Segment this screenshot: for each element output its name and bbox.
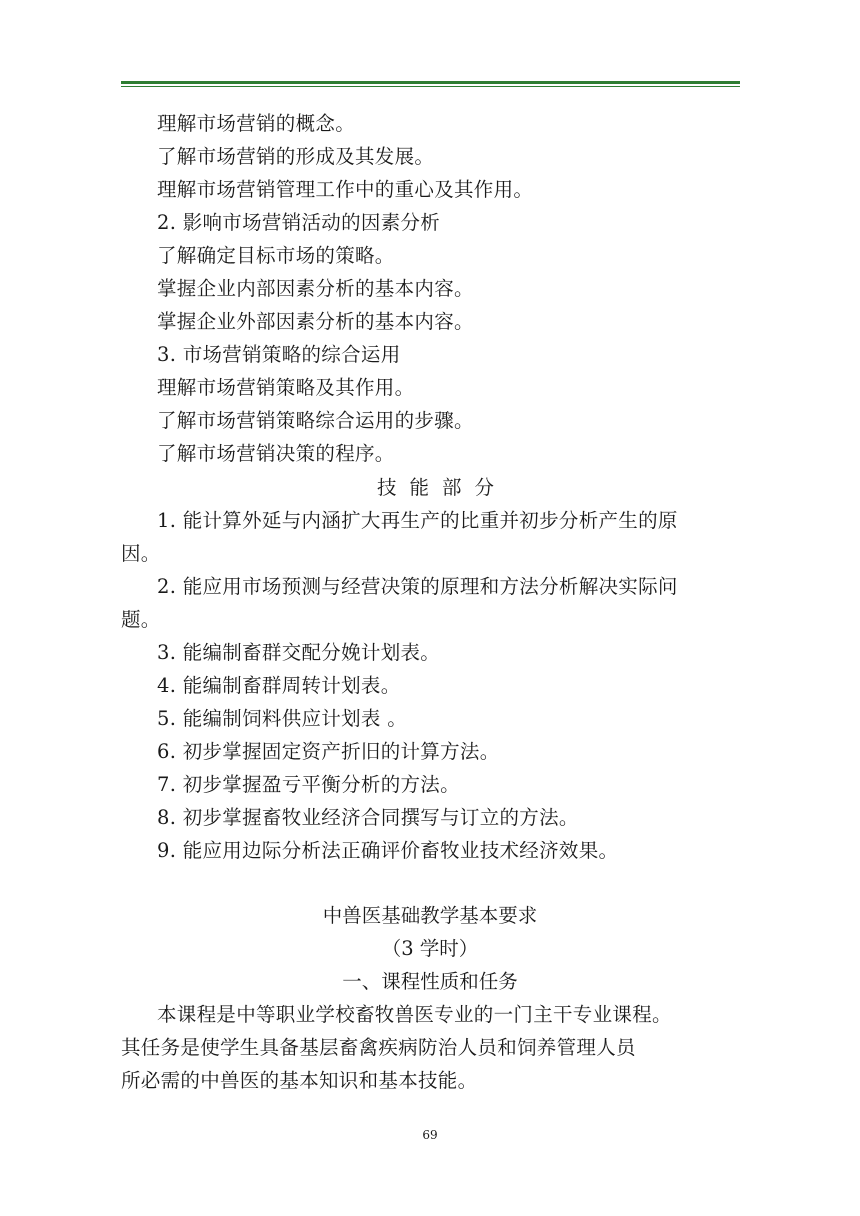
skill-item: 6. 初步掌握固定资产折旧的计算方法。: [157, 740, 500, 763]
page-number: 69: [422, 1128, 438, 1142]
text-line: 了解市场营销策略综合运用的步骤。: [157, 409, 474, 432]
numbered-heading: 2. 影响市场营销活动的因素分析: [157, 211, 441, 234]
skill-item: 3. 能编制畜群交配分娩计划表。: [157, 641, 441, 664]
text-line: 了解市场营销的形成及其发展。: [157, 145, 435, 168]
skill-item: 4. 能编制畜群周转计划表。: [157, 674, 401, 697]
numbered-heading: 3. 市场营销策略的综合运用: [157, 343, 401, 366]
skill-item: 9. 能应用边际分析法正确评价畜牧业技术经济效果。: [157, 839, 619, 862]
paragraph-line: 本课程是中等职业学校畜牧兽医专业的一门主干专业课程。: [157, 1003, 672, 1026]
text-line: 掌握企业内部因素分析的基本内容。: [157, 277, 474, 300]
text-line: 理解市场营销的概念。: [157, 112, 356, 135]
section-subheading: 一、课程性质和任务: [342, 970, 518, 993]
text-line: 理解市场营销策略及其作用。: [157, 376, 415, 399]
skill-item: 7. 初步掌握盈亏平衡分析的方法。: [157, 773, 460, 796]
skills-heading: 技能部分: [376, 476, 507, 499]
text-line: 了解市场营销决策的程序。: [157, 442, 395, 465]
skill-item: 1. 能计算外延与内涵扩大再生产的比重并初步分析产生的原: [157, 509, 678, 532]
text-line: 了解确定目标市场的策略。: [157, 244, 395, 267]
header-rule: [121, 81, 740, 84]
section-hours: （3 学时）: [381, 937, 479, 960]
text-line: 掌握企业外部因素分析的基本内容。: [157, 310, 474, 333]
section-title: 中兽医基础教学基本要求: [322, 904, 538, 927]
paragraph-line: 所必需的中兽医的基本知识和基本技能。: [121, 1069, 478, 1092]
skill-item-continuation: 题。: [121, 608, 161, 631]
skill-item: 8. 初步掌握畜牧业经济合同撰写与订立的方法。: [157, 806, 579, 829]
skill-item-continuation: 因。: [121, 542, 161, 565]
paragraph-line: 其任务是使学生具备基层畜禽疾病防治人员和饲养管理人员: [121, 1036, 636, 1059]
header-rule-thin: [121, 86, 740, 87]
skill-item: 5. 能编制饲料供应计划表 。: [157, 707, 408, 730]
skill-item: 2. 能应用市场预测与经营决策的原理和方法分析解决实际问: [157, 575, 678, 598]
text-line: 理解市场营销管理工作中的重心及其作用。: [157, 178, 534, 201]
